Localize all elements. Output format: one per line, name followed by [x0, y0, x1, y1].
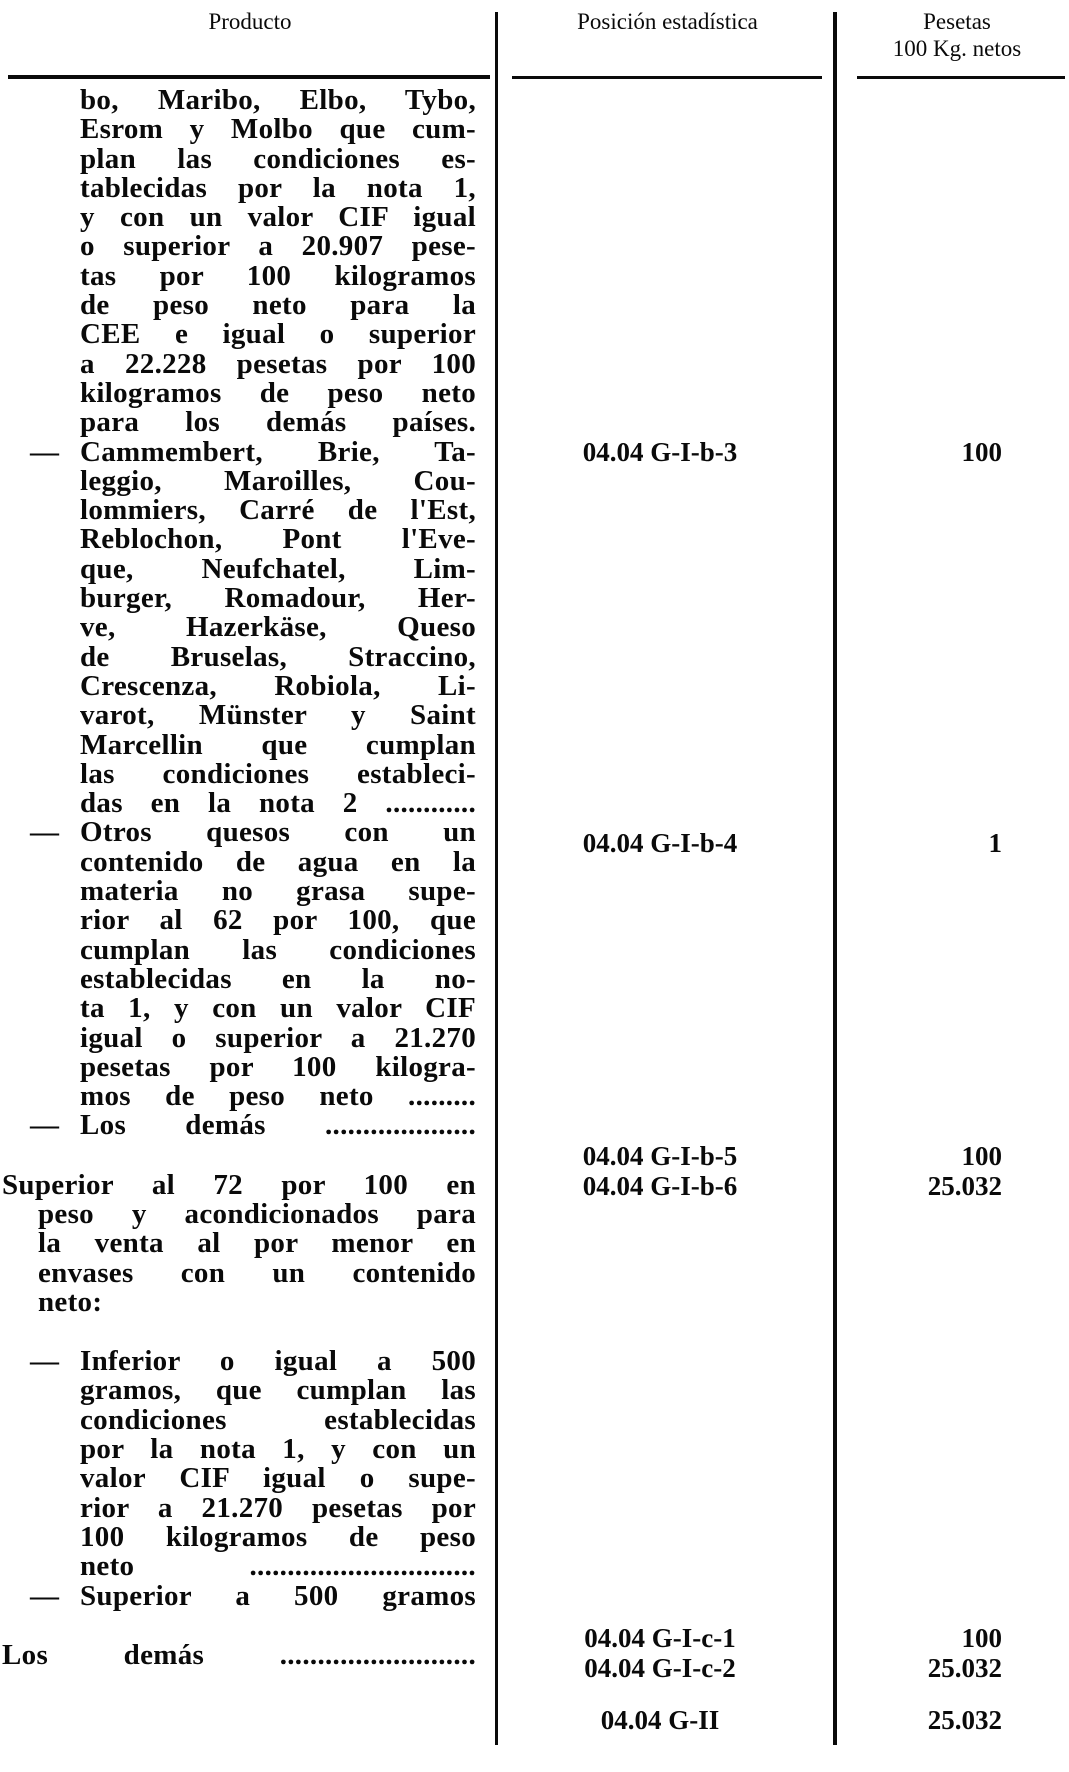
producto-line-text: igual o superior a 21.270: [80, 1021, 476, 1054]
pesetas-cell: 100: [961, 437, 1002, 467]
header-posicion-estadistica: Posición estadística: [577, 9, 758, 34]
header-pesetas-line1: Pesetas: [923, 9, 991, 34]
producto-line: [0, 1021, 476, 1054]
producto-line-text: Esrom y Molbo que cum-: [80, 113, 476, 146]
list-dash-icon: —: [30, 816, 60, 849]
producto-line: [0, 347, 476, 380]
producto-line-text: bo, Maribo, Elbo, Tybo,: [80, 84, 476, 116]
producto-line-text: CEE e igual o superior: [80, 318, 476, 351]
posicion-estadistica-cell: 04.04 G-I-c-1: [584, 1623, 736, 1653]
producto-line-text: para los demás países.: [80, 406, 476, 439]
pesetas-cell: 25.032: [927, 1705, 1002, 1735]
producto-line-text: Otros quesos con un: [80, 816, 476, 849]
producto-line-text: neto ..............................: [80, 1550, 476, 1583]
producto-line: [0, 1491, 476, 1524]
producto-line: [0, 86, 476, 115]
producto-line-text: rior a 21.270 pesetas por: [80, 1491, 476, 1524]
producto-line-text: mos de peso neto .........: [80, 1080, 476, 1113]
list-dash-icon: —: [30, 435, 60, 468]
producto-line-text: ve, Hazerkäse, Queso: [80, 611, 476, 644]
posicion-estadistica-cell: 04.04 G-I-b-4: [582, 828, 738, 858]
producto-line-text: condiciones establecidas: [80, 1403, 476, 1436]
producto-line-text: lommiers, Carré de l'Est,: [80, 494, 476, 527]
paragraph-gap: [0, 1141, 476, 1171]
producto-line: [0, 496, 476, 525]
producto-line: [0, 1197, 476, 1230]
producto-line: [0, 1285, 476, 1318]
producto-line-text: leggio, Maroilles, Cou-: [80, 464, 476, 497]
posicion-estadistica-cell: 04.04 G-I-b-5: [582, 1141, 738, 1171]
producto-line-text: o superior a 20.907 pese-: [80, 230, 476, 263]
producto-line-text: burger, Romadour, Her-: [80, 582, 476, 615]
paragraph-gap: [0, 1317, 476, 1347]
producto-line: [0, 1464, 476, 1493]
producto-line: [0, 320, 476, 349]
producto-line-text: envases con un contenido: [38, 1256, 476, 1289]
producto-line: [0, 818, 476, 847]
producto-line-text: que, Neufchatel, Lim-: [80, 552, 476, 585]
producto-line: [0, 877, 476, 906]
producto-line-text: Superior al 72 por 100 en: [2, 1168, 476, 1201]
producto-line: [0, 1168, 476, 1201]
producto-line: [0, 933, 476, 966]
pesetas-cell: 100: [961, 1623, 1002, 1653]
producto-line: [0, 525, 476, 554]
producto-line-text: neto:: [38, 1285, 103, 1318]
producto-line: [0, 203, 476, 232]
producto-line: [0, 1376, 476, 1405]
producto-line: [0, 435, 476, 468]
producto-line: [0, 584, 476, 613]
producto-line-text: por la nota 1, y con un: [80, 1433, 476, 1466]
producto-line: [0, 464, 476, 497]
posicion-estadistica-cell: 04.04 G-I-b-3: [582, 437, 738, 467]
pesetas-cell: 100: [961, 1141, 1002, 1171]
producto-line: [0, 728, 476, 761]
producto-line-text: Reblochon, Pont l'Eve-: [80, 523, 476, 556]
producto-line: [0, 142, 476, 175]
producto-line: [0, 1403, 476, 1436]
producto-line-text: Marcellin que cumplan: [80, 728, 476, 761]
producto-line: [0, 1050, 476, 1083]
producto-line-text: das en la nota 2 ............: [80, 787, 476, 820]
producto-line-text: las condiciones estableci-: [80, 757, 476, 790]
producto-line: [0, 115, 476, 144]
producto-line-text: ta 1, y con un valor CIF: [80, 992, 476, 1025]
producto-line-text: Cammembert, Brie, Ta-: [80, 435, 476, 468]
list-dash-icon: —: [30, 1109, 60, 1142]
paragraph-gap: [0, 1611, 476, 1641]
producto-line-text: Los demás ..........................: [2, 1638, 476, 1671]
header-pesetas: [845, 8, 1069, 62]
producto-line: [0, 259, 476, 292]
producto-line-text: cumplan las condiciones: [80, 933, 476, 966]
producto-line: [0, 1435, 476, 1464]
producto-line: [0, 552, 476, 585]
pesetas-cell: 1: [988, 828, 1002, 858]
header-pesetas-line2: 100 Kg. netos: [892, 36, 1022, 61]
posicion-estadistica-cell: 04.04 G-II: [600, 1705, 720, 1735]
producto-column: [0, 86, 476, 1670]
posicion-estadistica-cell: 04.04 G-I-c-2: [584, 1653, 736, 1683]
producto-line-text: plan las condiciones es-: [80, 142, 476, 175]
header-underline-pesetas: [857, 76, 1065, 79]
producto-line: [0, 640, 476, 673]
producto-line-text: tablecidas por la nota 1,: [80, 171, 476, 204]
producto-line: [0, 291, 476, 320]
producto-line-text: de peso neto para la: [80, 289, 476, 322]
list-dash-icon: —: [30, 1345, 60, 1378]
producto-line-text: Superior a 500 gramos: [80, 1579, 476, 1612]
producto-line: [0, 789, 476, 818]
producto-line: [0, 408, 476, 437]
producto-line-text: valor CIF igual o supe-: [80, 1462, 476, 1495]
producto-line: [0, 232, 476, 261]
producto-line-text: kilogramos de peso neto: [80, 376, 476, 409]
producto-line: [0, 906, 476, 935]
producto-line: [0, 1552, 476, 1581]
column-divider-1: [495, 12, 498, 1745]
producto-line-text: de Bruselas, Straccino,: [80, 640, 476, 673]
header-producto: Producto: [208, 9, 292, 34]
column-divider-2: [833, 12, 837, 1745]
producto-line-text: y con un valor CIF igual: [80, 201, 476, 234]
producto-line-text: pesetas por 100 kilogra-: [80, 1050, 476, 1083]
pesetas-cell: 25.032: [927, 1171, 1002, 1201]
producto-line-text: tas por 100 kilogramos: [80, 259, 476, 292]
producto-line-text: establecidas en la no-: [80, 962, 476, 995]
producto-line: [0, 1579, 476, 1612]
producto-line: [0, 1256, 476, 1289]
producto-line: [0, 701, 476, 730]
producto-line-text: gramos, que cumplan las: [80, 1374, 476, 1407]
producto-line-text: varot, Münster y Saint: [80, 699, 476, 732]
producto-line: [0, 613, 476, 642]
producto-line-text: Crescenza, Robiola, Li-: [80, 669, 476, 702]
pesetas-cell: 25.032: [927, 1653, 1002, 1683]
header-underline-posicion: [512, 76, 822, 79]
producto-line: [0, 1347, 476, 1376]
producto-line-text: a 22.228 pesetas por 100: [80, 347, 476, 380]
producto-line: [0, 962, 476, 995]
producto-line: [0, 757, 476, 790]
producto-line: [0, 1082, 476, 1111]
producto-line: [0, 1229, 476, 1258]
producto-line-text: contenido de agua en la: [80, 845, 476, 878]
producto-line-text: Los demás ....................: [80, 1109, 476, 1142]
producto-line: [0, 376, 476, 409]
producto-line-text: materia no grasa supe-: [80, 875, 476, 908]
producto-line-text: 100 kilogramos de peso: [80, 1520, 476, 1553]
producto-line-text: peso y acondicionados para: [38, 1197, 476, 1230]
producto-line-text: la venta al por menor en: [38, 1227, 476, 1260]
producto-line-text: rior al 62 por 100, que: [80, 904, 476, 937]
producto-line: [0, 1520, 476, 1553]
header-underline-producto: [8, 75, 490, 79]
producto-line: [0, 845, 476, 878]
producto-line-text: Inferior o igual a 500: [80, 1345, 476, 1378]
list-dash-icon: —: [30, 1579, 60, 1612]
producto-line: [0, 1638, 476, 1671]
producto-line: [0, 1111, 476, 1140]
producto-line: [0, 669, 476, 702]
producto-line: [0, 994, 476, 1023]
posicion-estadistica-cell: 04.04 G-I-b-6: [582, 1171, 738, 1201]
producto-line: [0, 171, 476, 204]
